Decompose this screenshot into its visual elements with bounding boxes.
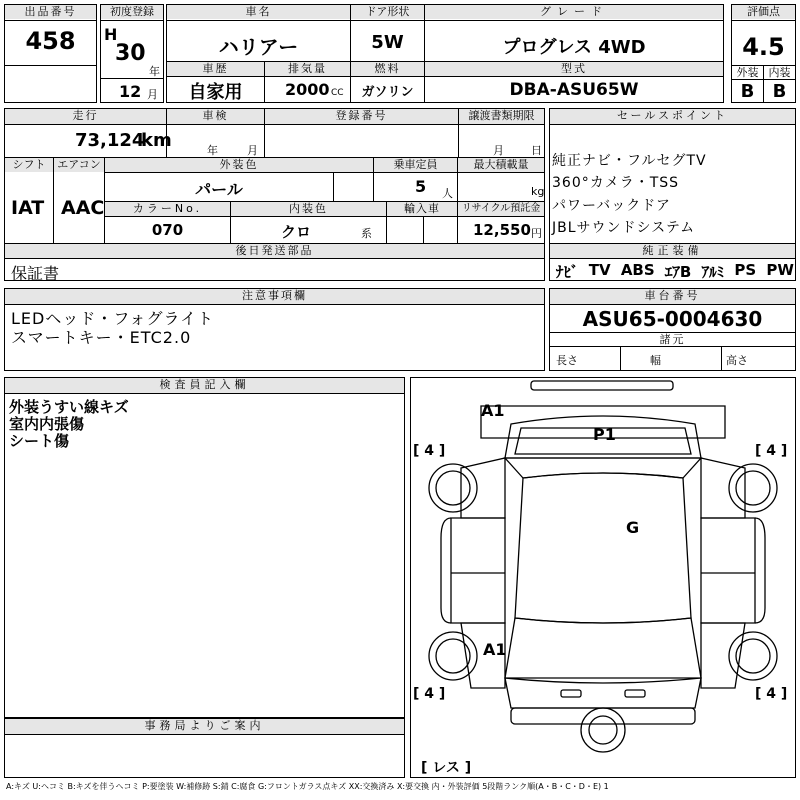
door-value: 5W xyxy=(371,32,404,53)
int-grade-label: 内装 xyxy=(764,66,795,79)
history-box xyxy=(166,61,265,103)
first-reg-month-unit: 月 xyxy=(147,88,158,101)
grade-value: プログレス 4WD xyxy=(502,37,646,58)
fuel-box xyxy=(350,61,425,103)
ext-grade-value: B xyxy=(740,81,755,102)
office-label: 事務局よりご案内 xyxy=(5,719,404,734)
inspector-line-2: 室内内張傷 xyxy=(9,415,85,433)
history-label: 車歴 xyxy=(167,62,264,76)
equip-tv: TV xyxy=(588,261,611,279)
shift-value: IAT xyxy=(11,197,45,219)
tire-spare: [ レス ] xyxy=(421,760,472,776)
shift-label: シフト xyxy=(5,158,53,172)
color-no-value: 070 xyxy=(151,221,184,239)
fuel-value: ガソリン xyxy=(361,85,414,100)
car-outline-svg xyxy=(411,378,795,777)
mark-p1: P1 xyxy=(593,425,616,444)
chassis-box xyxy=(549,288,796,371)
equipment-label: 純正装備 xyxy=(550,244,795,258)
sales-point-1: 純正ナビ・フルセグTV xyxy=(552,153,707,169)
mileage-unit: km xyxy=(141,130,172,151)
ext-grade-label: 外装 xyxy=(732,66,763,79)
spec-height-label: 高さ xyxy=(726,354,748,367)
tire-rear-left: [ 4 ] xyxy=(413,686,446,702)
info-grid xyxy=(4,108,545,281)
sales-points-box xyxy=(549,108,796,281)
inspector-line-1: 外装うすい線キズ xyxy=(9,398,129,416)
mark-a1-bottom: A1 xyxy=(483,640,507,659)
int-color-label: 内装色 xyxy=(231,202,386,216)
recycle-value: 12,550 xyxy=(473,221,531,239)
first-reg-month: 12 xyxy=(119,82,142,101)
equip-abs: ABS xyxy=(620,261,655,279)
int-grade-value: B xyxy=(772,81,787,102)
equip-alloy: ｱﾙﾐ xyxy=(701,263,725,281)
inspector-box xyxy=(4,377,405,718)
recycle-label: リサイクル預託金 xyxy=(458,202,544,216)
aircon-value: AAC xyxy=(61,197,105,219)
tire-rear-right: [ 4 ] xyxy=(755,686,788,702)
lot-number: 458 xyxy=(25,27,76,55)
equip-navi: ﾅﾋﾞ xyxy=(556,263,579,281)
first-reg-box xyxy=(100,4,164,103)
caution-line-2: スマートキー・ETC2.0 xyxy=(11,328,192,347)
int-color-value: クロ xyxy=(280,223,311,241)
displacement-unit: CC xyxy=(331,88,344,98)
first-reg-year: 30 xyxy=(115,41,146,66)
transfer-month-unit: 月 xyxy=(493,144,504,157)
door-label: ドア形状 xyxy=(351,5,424,19)
sales-point-3: パワーバックドア xyxy=(552,198,671,214)
later-parts-label: 後日発送部品 xyxy=(5,244,544,258)
mark-g: G xyxy=(626,518,640,537)
inspection-month-unit: 月 xyxy=(247,144,258,157)
office-box xyxy=(4,718,405,778)
int-color-unit: 系 xyxy=(361,227,372,240)
inspector-label: 検査員記入欄 xyxy=(5,378,404,393)
car-name-box xyxy=(166,4,351,62)
max-load-label: 最大積載量 xyxy=(458,158,544,172)
sales-point-2: 360°カメラ・TSS xyxy=(552,175,680,191)
model-value: DBA-ASU65W xyxy=(509,80,639,100)
equipment-list xyxy=(556,261,794,282)
chassis-value: ASU65-0004630 xyxy=(582,307,763,331)
inspector-line-3: シート傷 xyxy=(9,432,70,450)
mileage-label: 走行 xyxy=(5,109,166,124)
inspection-year-unit: 年 xyxy=(207,144,218,157)
equip-ps: PS xyxy=(734,261,757,279)
max-load-unit: kg xyxy=(531,185,545,198)
sales-points-label: セールスポイント xyxy=(550,109,795,124)
spec-length-label: 長さ xyxy=(556,354,578,367)
spec-width-label: 幅 xyxy=(650,354,661,367)
history-value: 自家用 xyxy=(188,82,243,103)
model-box xyxy=(424,61,724,103)
capacity-label: 乗車定員 xyxy=(374,158,457,172)
color-no-label: カラーNo. xyxy=(105,202,230,216)
caution-line-1: LEDヘッド・フォグライト xyxy=(11,309,215,328)
chassis-label: 車台番号 xyxy=(550,289,795,304)
specs-label: 諸元 xyxy=(550,333,795,346)
first-reg-label: 初度登録 xyxy=(101,5,163,19)
recycle-unit: 円 xyxy=(531,227,542,240)
lot-label: 出品番号 xyxy=(5,5,96,19)
tire-front-right: [ 4 ] xyxy=(755,443,788,459)
fuel-label: 燃料 xyxy=(351,62,424,76)
legend-text: A:キズ U:ヘコミ B:キズを伴うヘコミ P:要塗装 W:補修跡 S:錆 C:腐食 G:フロントガラス点キズ XX:交換済み X:要交換 内・外装評価 5段階ランク順(A・B・C・D・E) 1 xyxy=(6,782,609,791)
grade-box xyxy=(424,4,724,62)
score-label: 評価点 xyxy=(732,5,795,19)
mileage-value: 73,124 xyxy=(75,130,145,151)
import-label: 輸入車 xyxy=(387,202,457,216)
displacement-box xyxy=(264,61,351,103)
displacement-value: 2000 xyxy=(285,80,330,99)
car-name-label: 車名 xyxy=(167,5,350,19)
aircon-label: エアコン xyxy=(54,158,104,172)
door-box xyxy=(350,4,425,62)
equip-pw: PW xyxy=(766,261,794,279)
first-reg-year-unit: 年 xyxy=(149,65,160,78)
cautions-box xyxy=(4,288,545,371)
inspection-label: 車検 xyxy=(167,109,264,124)
transfer-label: 譲渡書類期限 xyxy=(459,109,544,124)
cautions-label: 注意事項欄 xyxy=(5,289,544,304)
lot-box xyxy=(4,4,97,103)
sales-point-4: JBLサウンドシステム xyxy=(552,220,696,236)
tire-front-left: [ 4 ] xyxy=(413,443,446,459)
ext-color-label: 外装色 xyxy=(105,158,373,172)
ext-color-value: パール xyxy=(195,180,243,199)
equip-airbag: ｴｱB xyxy=(664,263,692,281)
first-reg-era: H xyxy=(104,25,118,44)
capacity-value: 5 xyxy=(415,177,427,196)
car-name-value: ハリアー xyxy=(218,35,299,59)
later-parts-value: 保証書 xyxy=(11,264,60,283)
transfer-day-unit: 日 xyxy=(531,144,542,157)
model-label: 型式 xyxy=(425,62,723,76)
grade-label: グレード xyxy=(425,5,723,19)
displacement-label: 排気量 xyxy=(265,62,350,76)
registration-label: 登録番号 xyxy=(265,109,458,124)
capacity-unit: 人 xyxy=(442,187,453,200)
score-value: 4.5 xyxy=(742,33,785,61)
car-diagram xyxy=(410,377,796,778)
mark-a1-top: A1 xyxy=(481,401,505,420)
score-box xyxy=(731,4,796,103)
